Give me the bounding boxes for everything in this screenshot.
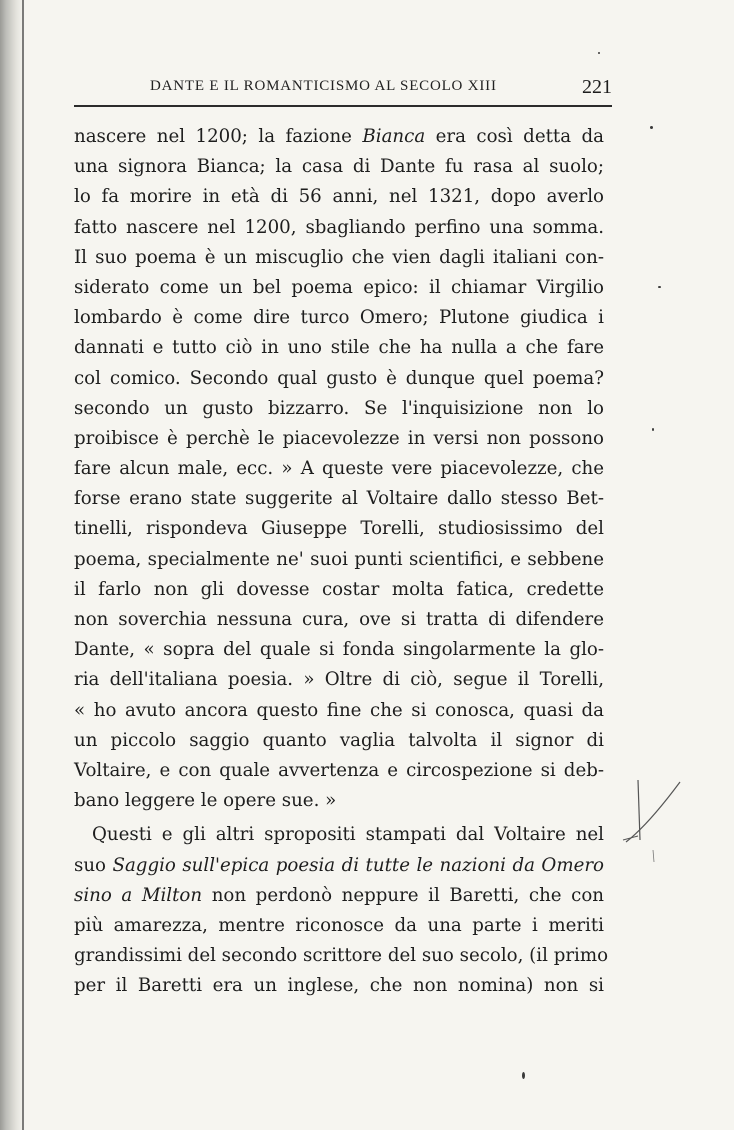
italic-bianca: Bianca — [362, 126, 426, 147]
text-line: Voltaire, e con quale avvertenza e circospezione si deb- — [74, 759, 604, 781]
page-binding-line — [22, 0, 24, 1130]
page-number: 221 — [582, 76, 612, 98]
italic-book-title-end: sino a Milton — [74, 884, 203, 906]
text-line: fare alcun male, ecc. » A queste vere piacevolezze, che — [74, 458, 604, 480]
paper-speck — [522, 1072, 525, 1079]
body-text — [74, 122, 609, 1001]
text-line: più amarezza, mentre riconosce da una parte i meriti — [74, 914, 604, 936]
pencil-margin-mark — [618, 770, 688, 870]
text-line: lombardo è come dire turco Omero; Plutone giudica i — [74, 307, 604, 329]
text-line: secondo un gusto bizzarro. Se l'inquisizione non lo — [74, 397, 604, 419]
page-header — [74, 76, 612, 102]
text-line-25: suo Saggio sull'epica poesia di tutte le nazioni da Omero — [74, 854, 604, 876]
italic-book-title: Saggio sull'epica poesia di tutte le nazioni da Omero — [112, 854, 604, 876]
text-line: grandissimi del secondo scrittore del suo secolo, (il primo — [74, 945, 609, 967]
paper-speck — [598, 52, 600, 54]
running-title: DANTE E IL ROMANTICISMO AL SECOLO XIII — [150, 78, 497, 94]
text-line-1: nascere nel 1200; la fazione Bianca era così detta da — [74, 126, 604, 147]
page-left-edge-shadow — [0, 0, 24, 1130]
text-line: non soverchia nessuna cura, ove si tratta di difendere — [74, 609, 604, 630]
text-line: siderato come un bel poema epico: il chiamar Virgilio — [74, 276, 604, 298]
text-line: « ho avuto ancora questo fine che si conosca, quasi da — [74, 699, 604, 721]
paper-speck — [658, 286, 661, 288]
text-line: fatto nascere nel 1200, sbagliando perfino una somma. — [74, 216, 604, 238]
text-line: dannati e tutto ciò in uno stile che ha nulla a che fare — [74, 337, 604, 359]
text-line: forse erano state suggerite al Voltaire dallo stesso Bet- — [74, 488, 604, 510]
text-line-paragraph-end: bano leggere le opere sue. » — [74, 790, 337, 812]
text-line-26: sino a Milton non perdonò neppure il Baretti, che con — [74, 884, 604, 906]
text-line: tinelli, rispondeva Giuseppe Torelli, studiosissimo del — [74, 518, 604, 540]
text-line: Il suo poema è un miscuglio che vien dagli italiani con- — [74, 246, 604, 268]
text-line: proibisce è perchè le piacevolezze in versi non possono — [74, 427, 604, 449]
text-line-paragraph-start: Questi e gli altri spropositi stampati dal Voltaire nel — [92, 824, 604, 846]
text-line: per il Baretti era un inglese, che non nomina) non si — [74, 975, 604, 997]
text-line: lo fa morire in età di 56 anni, nel 1321, dopo averlo — [74, 186, 604, 208]
text-line: col comico. Secondo qual gusto è dunque quel poema? — [74, 367, 604, 389]
text-line: ria dell'italiana poesia. » Oltre di ciò, segue il Torelli, — [74, 669, 604, 691]
text-line: un piccolo saggio quanto vaglia talvolta il signor di — [74, 729, 604, 751]
header-rule — [74, 105, 612, 107]
text-line: una signora Bianca; la casa di Dante fu rasa al suolo; — [74, 156, 604, 178]
paper-speck — [650, 126, 653, 129]
text-line: il farlo non gli dovesse costar molta fatica, credette — [74, 578, 604, 600]
text-line: poema, specialmente ne' suoi punti scientifici, e sebbene — [74, 548, 604, 570]
paper-speck — [652, 428, 654, 431]
text-line: Dante, « sopra del quale si fonda singolarmente la glo- — [74, 639, 604, 661]
